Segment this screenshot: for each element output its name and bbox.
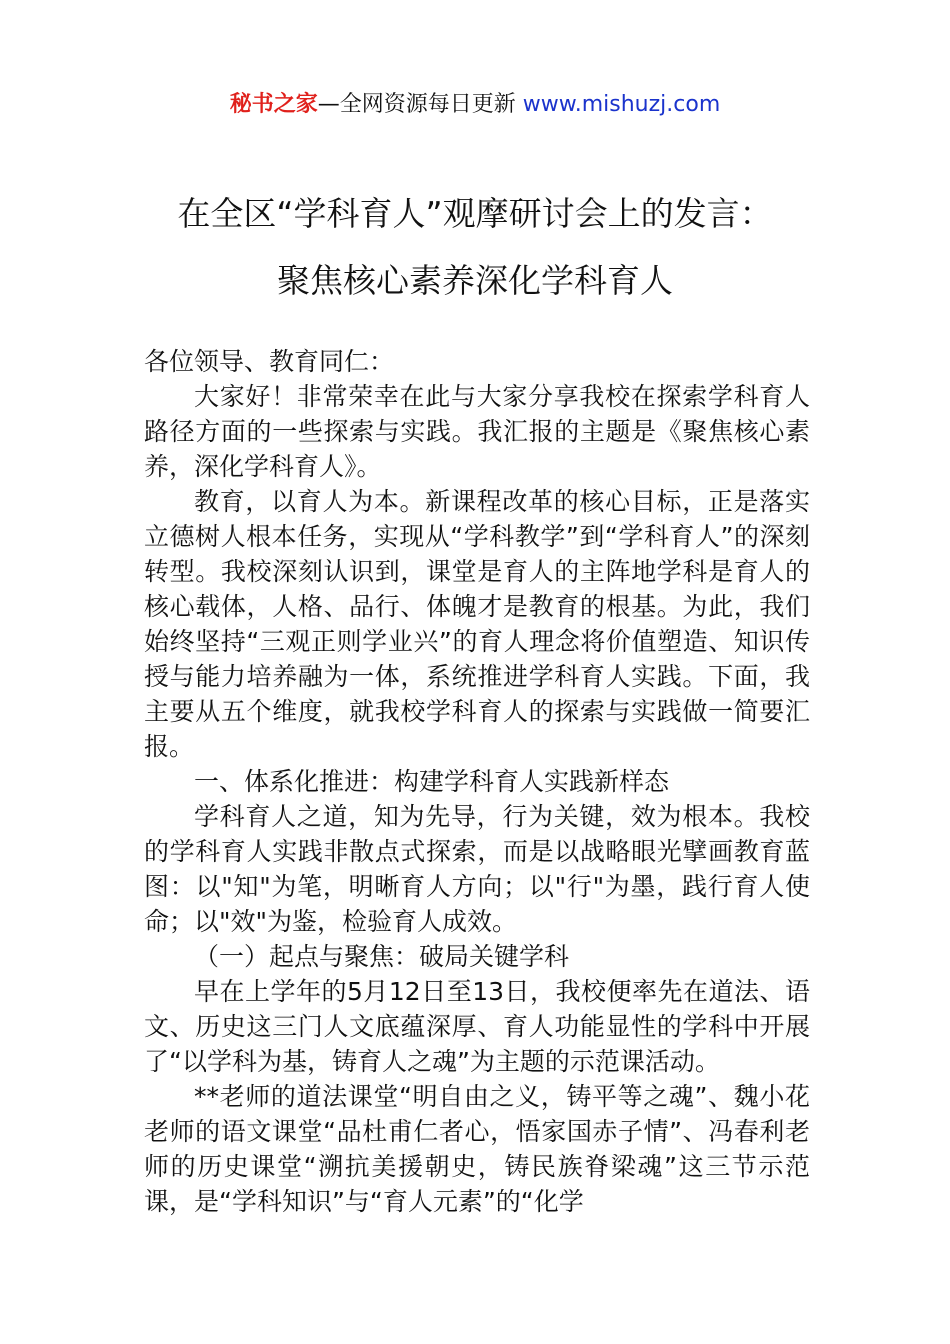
site-header-banner (0, 88, 950, 122)
document-body (144, 344, 810, 1219)
paragraph-section-1-intro: 学科育人之道，知为先导，行为关键，效为根本。我校的学科育人实践非散点式探索，而是以战略眼光擘画教育蓝图：以"知"为笔，明晰育人方向；以"行"为墨，践行育人使命；以"效"为鉴，检验育人成效。 (144, 802, 810, 936)
site-brand: 秘书之家 (229, 92, 318, 117)
site-url-link[interactable]: www.mishuzj.com (522, 92, 721, 117)
document-title-line-2: 聚焦核心素养深化学科育人 (277, 261, 673, 300)
paragraph-demo-teachers: **老师的道法课堂“明自由之义，铸平等之魂”、魏小花老师的语文课堂“品杜甫仁者心，悟家国赤子情”、冯春利老师的历史课堂“溯抗美援朝史，铸民族脊梁魂”这三节示范课，是“学科知识”与“育人元素”的“化学 (144, 1082, 810, 1216)
subsection-heading-1: （一）起点与聚焦：破局关键学科 (194, 942, 570, 971)
paragraph-greeting: 大家好！非常荣幸在此与大家分享我校在探索学科育人路径方面的一些探索与实践。我汇报的主题是《聚焦核心素养，深化学科育人》。 (144, 382, 810, 481)
salutation: 各位领导、教育同仁： (144, 347, 395, 376)
site-tagline: —全网资源每日更新 (317, 92, 516, 117)
paragraph-demo-lessons: 早在上学年的5月12日至13日，我校便率先在道法、语文、历史这三门人文底蕴深厚、育人功能显性的学科中开展了“以学科为基，铸育人之魂”为主题的示范课活动。 (144, 977, 810, 1076)
paragraph-introduction: 教育，以育人为本。新课程改革的核心目标，正是落实立德树人根本任务，实现从“学科教学”到“学科育人”的深刻转型。我校深刻认识到，课堂是育人的主阵地学科是育人的核心载体，人格、品行、体魄才是教育的根基。为此，我们始终坚持“三观正则学业兴”的育人理念将价值塑造、知识传授与能力培养融为一体，系统推进学科育人实践。下面，我主要从五个维度，就我校学科育人的探索与实践做一简要汇报。 (144, 487, 810, 761)
section-heading-1: 一、体系化推进：构建学科育人实践新样态 (194, 767, 670, 796)
document-title-line-1: 在全区“学科育人”观摩研讨会上的发言： (177, 194, 773, 233)
